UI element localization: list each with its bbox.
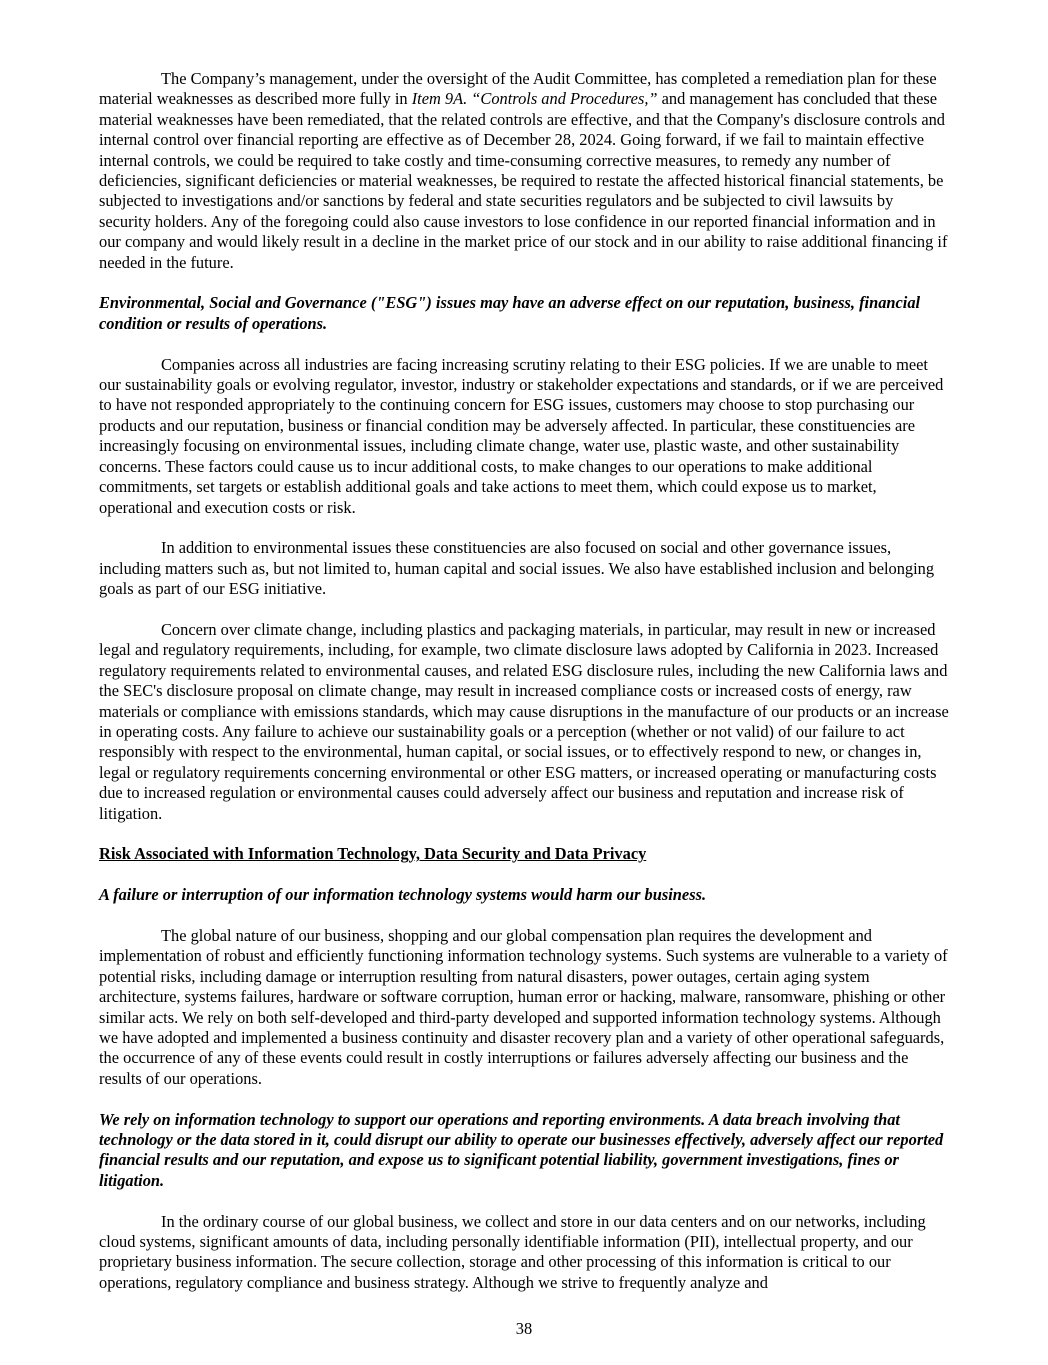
paragraph-remediation-plan — [99, 69, 949, 273]
page-footer — [0, 1319, 1048, 1339]
heading-data-breach-risk: We rely on information technology to support our operations and reporting environments. A data breach involving that technology or the data stored in it, could disrupt our ability to operate our businesses effectively, adversely affect our reported financial results and our reputation, and expose us to significant potential liability, government investigations, fines or litigation. — [99, 1109, 944, 1190]
paragraph-it-systems: The global nature of our business, shopping and our global compensation plan requires the development and implementation of robust and efficiently functioning information technology systems. Such systems are vulnerable to a variety of potential risks, including damage or interruption resulting from natural disasters, power outages, certain aging system architecture, systems failures, hardware or software corruption, human error or hacking, malware, ransomware, phishing or other similar acts. We rely on both self-developed and third-party developed and supported information technology systems. Although we have adopted and implemented a business continuity and disaster recovery plan and a variety of other operational safeguards, the occurrence of any of these events could result in costly interruptions or failures adversely affecting our business and the results of our operations. — [99, 925, 948, 1088]
paragraph-text: and management has concluded that these material weaknesses have been remediated, that the related controls are effective, and that the Company's disclosure controls and internal control over financial reporting are effective as of December 28, 2024. Going forward, if we fail to maintain effective internal controls, we could be required to take costly and time-consuming corrective measures, to remedy any number of deficiencies, significant deficiencies or material weaknesses, be required to restate the affected historical financial statements, be subjected to investigations and/or sanctions by federal and state securities regulators and be subjected to civil lawsuits by security holders. Any of the foregoing could also cause investors to lose confidence in our reported financial information and in our company and would likely result in a decline in the market price of our stock and in our ability to raise additional financing if needed in the future. — [99, 89, 948, 272]
paragraph-social-governance: In addition to environmental issues these constituencies are also focused on social and other governance issues, including matters such as, but not limited to, human capital and social issues. We also have established inclusion and belonging goals as part of our ESG initiative. — [99, 538, 935, 599]
italic-item-9a-reference: Item 9A. “Controls and Procedures,” — [411, 89, 662, 109]
paragraph-data-collection: In the ordinary course of our global business, we collect and store in our data centers and on our networks, including cloud systems, significant amounts of data, including personally identifiable information (PII), intellectual property, and our proprietary business information. The secure collection, storage and other processing of this information is critical to our operations, regulatory compliance and business strategy. Although we strive to frequently analyze and — [99, 1211, 926, 1292]
heading-it-failure-risk: A failure or interruption of our information technology systems would harm our business. — [99, 885, 707, 905]
page-content — [99, 69, 949, 1314]
page-number: 38 — [515, 1318, 533, 1338]
paragraph-text: The Company’s management, under the oversight of the Audit Committee, has completed a remediation plan for these material weaknesses as described more fully in — [99, 69, 937, 109]
heading-it-data-security-section: Risk Associated with Information Technology, Data Security and Data Privacy — [99, 844, 647, 864]
heading-esg-risk: Environmental, Social and Governance ("ESG") issues may have an adverse effect on our reputation, business, financial condition or results of operations. — [99, 293, 921, 333]
paragraph-esg-scrutiny: Companies across all industries are facing increasing scrutiny relating to their ESG policies. If we are unable to meet our sustainability goals or evolving regulator, investor, industry or stakeholder expectations and standards, or if we are perceived to have not responded appropriately to the continuing concern for ESG issues, customers may choose to stop purchasing our products and our reputation, business or financial condition may be adversely affected. In particular, these constituencies are increasingly focusing on environmental issues, including climate change, water use, plastic waste, and other sustainability concerns. These factors could cause us to incur additional costs, to make changes to our operations to make additional commitments, set targets or establish additional goals and take actions to meet them, which could expose us to market, operational and execution costs or risk. — [99, 354, 944, 517]
paragraph-climate-change: Concern over climate change, including plastics and packaging materials, in particular, may result in new or increased legal and regulatory requirements, including, for example, two climate disclosure laws adopted by California in 2023. Increased regulatory requirements related to environmental causes, and related ESG disclosure rules, including the new California laws and the SEC's disclosure proposal on climate change, may result in increased compliance costs or increased costs of energy, raw materials or compliance with emissions standards, which may cause disruptions in the manufacture of our products or an increase in operating costs. Any failure to achieve our sustainability goals or a perception (whether or not valid) of our failure to act responsibly with respect to the environmental, human capital, or social issues, or to effectively respond to new, or changes in, legal or regulatory requirements concerning environmental or other ESG matters, or increased operating or manufacturing costs due to increased regulation or environmental causes could adversely affect our business and reputation and increase risk of litigation. — [99, 619, 949, 823]
